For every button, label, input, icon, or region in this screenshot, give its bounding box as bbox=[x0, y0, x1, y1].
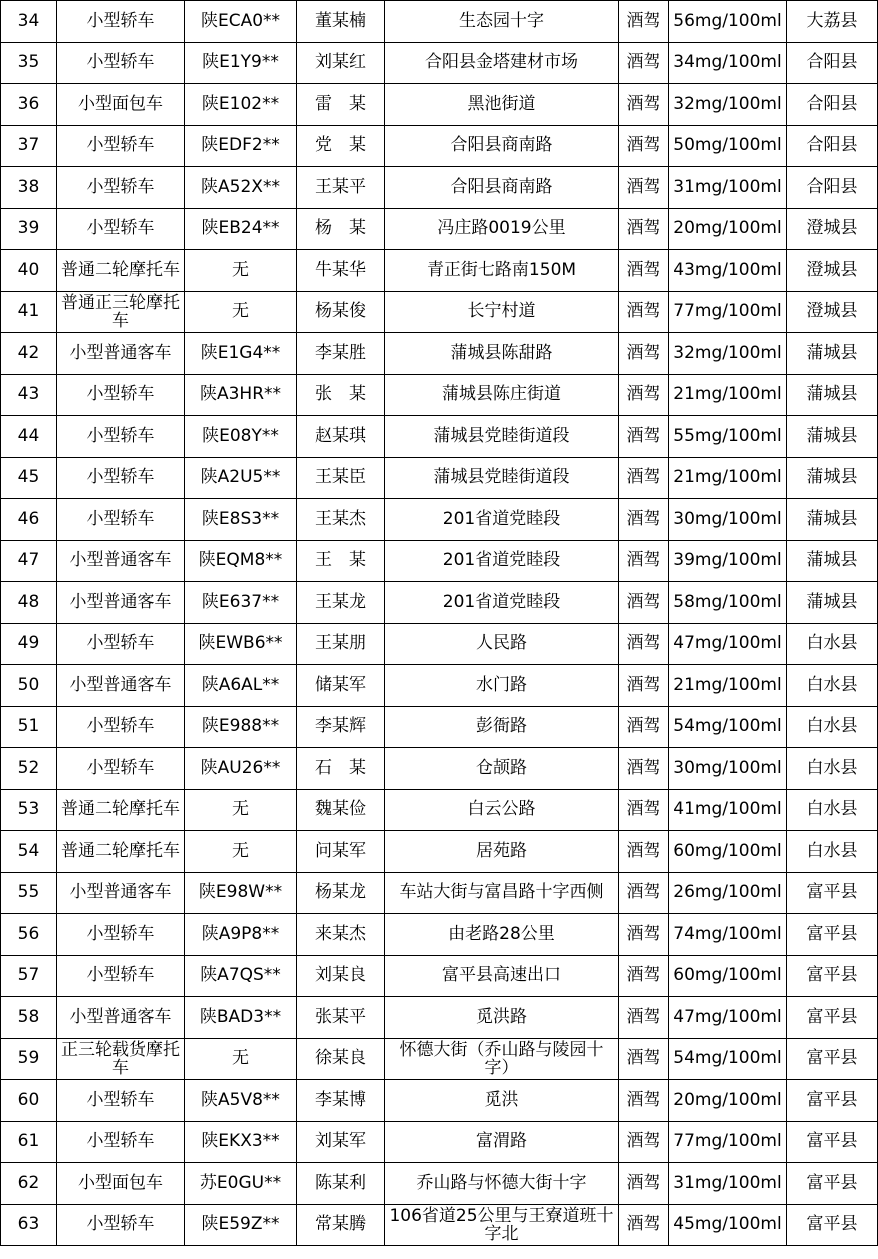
driver-name-cell: 董某楠 bbox=[297, 1, 385, 43]
driver-name-cell: 王某龙 bbox=[297, 582, 385, 624]
violation-cell: 酒驾 bbox=[619, 333, 669, 375]
row-number-cell: 49 bbox=[1, 623, 57, 665]
bac-value-cell: 21mg/100ml bbox=[669, 457, 787, 499]
county-cell: 蒲城县 bbox=[787, 582, 878, 624]
driver-name-cell: 杨某俊 bbox=[297, 291, 385, 333]
driver-name-cell: 王某朋 bbox=[297, 623, 385, 665]
driver-name-cell: 魏某俭 bbox=[297, 789, 385, 831]
county-cell: 富平县 bbox=[787, 1038, 878, 1080]
row-number-cell: 57 bbox=[1, 955, 57, 997]
bac-value-cell: 21mg/100ml bbox=[669, 665, 787, 707]
table-row bbox=[1, 1, 878, 43]
plate-number-cell: 陕A9P8** bbox=[185, 914, 297, 956]
table-row bbox=[1, 748, 878, 790]
driver-name-cell: 王 某 bbox=[297, 540, 385, 582]
location-cell: 生态园十字 bbox=[385, 1, 619, 43]
county-cell: 白水县 bbox=[787, 789, 878, 831]
location-cell: 乔山路与怀德大街十字 bbox=[385, 1163, 619, 1205]
vehicle-type-cell: 小型轿车 bbox=[57, 623, 185, 665]
violation-cell: 酒驾 bbox=[619, 748, 669, 790]
bac-value-cell: 60mg/100ml bbox=[669, 831, 787, 873]
table-row bbox=[1, 333, 878, 375]
plate-number-cell: 陕E988** bbox=[185, 706, 297, 748]
county-cell: 富平县 bbox=[787, 872, 878, 914]
vehicle-type-cell: 小型轿车 bbox=[57, 374, 185, 416]
county-cell: 蒲城县 bbox=[787, 540, 878, 582]
county-cell: 富平县 bbox=[787, 1163, 878, 1205]
vehicle-type-cell: 正三轮载货摩托车 bbox=[57, 1038, 185, 1080]
plate-number-cell: 陕A3HR** bbox=[185, 374, 297, 416]
bac-value-cell: 47mg/100ml bbox=[669, 997, 787, 1039]
plate-number-cell: 陕A2U5** bbox=[185, 457, 297, 499]
row-number-cell: 52 bbox=[1, 748, 57, 790]
plate-number-cell: 陕EQM8** bbox=[185, 540, 297, 582]
plate-number-cell: 陕E59Z** bbox=[185, 1204, 297, 1246]
vehicle-type-cell: 小型普通客车 bbox=[57, 665, 185, 707]
plate-number-cell: 无 bbox=[185, 291, 297, 333]
row-number-cell: 39 bbox=[1, 208, 57, 250]
location-cell: 合阳县商南路 bbox=[385, 167, 619, 209]
location-cell: 106省道25公里与王寮道班十字北 bbox=[385, 1204, 619, 1246]
county-cell: 白水县 bbox=[787, 665, 878, 707]
table-row bbox=[1, 789, 878, 831]
violation-cell: 酒驾 bbox=[619, 167, 669, 209]
driver-name-cell: 雷 某 bbox=[297, 84, 385, 126]
bac-value-cell: 32mg/100ml bbox=[669, 333, 787, 375]
driver-name-cell: 石 某 bbox=[297, 748, 385, 790]
vehicle-type-cell: 普通二轮摩托车 bbox=[57, 831, 185, 873]
bac-value-cell: 43mg/100ml bbox=[669, 250, 787, 292]
plate-number-cell: 陕E98W** bbox=[185, 872, 297, 914]
table-row bbox=[1, 665, 878, 707]
driver-name-cell: 李某胜 bbox=[297, 333, 385, 375]
table-row bbox=[1, 374, 878, 416]
location-cell: 蒲城县陈甜路 bbox=[385, 333, 619, 375]
driver-name-cell: 刘某红 bbox=[297, 42, 385, 84]
vehicle-type-cell: 小型普通客车 bbox=[57, 872, 185, 914]
row-number-cell: 48 bbox=[1, 582, 57, 624]
county-cell: 澄城县 bbox=[787, 208, 878, 250]
bac-value-cell: 45mg/100ml bbox=[669, 1204, 787, 1246]
location-cell: 由老路28公里 bbox=[385, 914, 619, 956]
location-cell: 怀德大街（乔山路与陵园十字） bbox=[385, 1038, 619, 1080]
driver-name-cell: 徐某良 bbox=[297, 1038, 385, 1080]
vehicle-type-cell: 小型轿车 bbox=[57, 914, 185, 956]
vehicle-type-cell: 小型轿车 bbox=[57, 955, 185, 997]
vehicle-type-cell: 小型轿车 bbox=[57, 1121, 185, 1163]
violation-cell: 酒驾 bbox=[619, 42, 669, 84]
county-cell: 白水县 bbox=[787, 748, 878, 790]
row-number-cell: 47 bbox=[1, 540, 57, 582]
violation-cell: 酒驾 bbox=[619, 1121, 669, 1163]
location-cell: 蒲城县党睦街道段 bbox=[385, 457, 619, 499]
location-cell: 人民路 bbox=[385, 623, 619, 665]
vehicle-type-cell: 小型轿车 bbox=[57, 706, 185, 748]
bac-value-cell: 55mg/100ml bbox=[669, 416, 787, 458]
row-number-cell: 62 bbox=[1, 1163, 57, 1205]
county-cell: 富平县 bbox=[787, 997, 878, 1039]
table-row bbox=[1, 291, 878, 333]
county-cell: 蒲城县 bbox=[787, 333, 878, 375]
plate-number-cell: 陕EB24** bbox=[185, 208, 297, 250]
table-row bbox=[1, 1163, 878, 1205]
county-cell: 合阳县 bbox=[787, 167, 878, 209]
location-cell: 水门路 bbox=[385, 665, 619, 707]
violation-cell: 酒驾 bbox=[619, 831, 669, 873]
row-number-cell: 34 bbox=[1, 1, 57, 43]
driver-name-cell: 储某军 bbox=[297, 665, 385, 707]
violation-cell: 酒驾 bbox=[619, 872, 669, 914]
table-body bbox=[1, 1, 878, 1246]
vehicle-type-cell: 小型面包车 bbox=[57, 1163, 185, 1205]
driver-name-cell: 赵某琪 bbox=[297, 416, 385, 458]
table-row bbox=[1, 623, 878, 665]
vehicle-type-cell: 小型轿车 bbox=[57, 1204, 185, 1246]
county-cell: 白水县 bbox=[787, 831, 878, 873]
county-cell: 蒲城县 bbox=[787, 499, 878, 541]
table-row bbox=[1, 540, 878, 582]
vehicle-type-cell: 普通正三轮摩托车 bbox=[57, 291, 185, 333]
row-number-cell: 43 bbox=[1, 374, 57, 416]
plate-number-cell: 无 bbox=[185, 250, 297, 292]
driver-name-cell: 刘某军 bbox=[297, 1121, 385, 1163]
violation-cell: 酒驾 bbox=[619, 291, 669, 333]
table-row bbox=[1, 457, 878, 499]
vehicle-type-cell: 小型轿车 bbox=[57, 457, 185, 499]
county-cell: 富平县 bbox=[787, 1080, 878, 1122]
row-number-cell: 53 bbox=[1, 789, 57, 831]
plate-number-cell: 陕E1G4** bbox=[185, 333, 297, 375]
county-cell: 合阳县 bbox=[787, 42, 878, 84]
table-row bbox=[1, 955, 878, 997]
driver-name-cell: 来某杰 bbox=[297, 914, 385, 956]
violation-cell: 酒驾 bbox=[619, 208, 669, 250]
plate-number-cell: 苏E0GU** bbox=[185, 1163, 297, 1205]
row-number-cell: 54 bbox=[1, 831, 57, 873]
vehicle-type-cell: 小型轿车 bbox=[57, 1, 185, 43]
plate-number-cell: 陕EKX3** bbox=[185, 1121, 297, 1163]
location-cell: 201省道党睦段 bbox=[385, 582, 619, 624]
bac-value-cell: 26mg/100ml bbox=[669, 872, 787, 914]
plate-number-cell: 陕E08Y** bbox=[185, 416, 297, 458]
violation-cell: 酒驾 bbox=[619, 250, 669, 292]
plate-number-cell: 无 bbox=[185, 1038, 297, 1080]
county-cell: 白水县 bbox=[787, 623, 878, 665]
table-row bbox=[1, 167, 878, 209]
bac-value-cell: 30mg/100ml bbox=[669, 499, 787, 541]
location-cell: 合阳县商南路 bbox=[385, 125, 619, 167]
bac-value-cell: 74mg/100ml bbox=[669, 914, 787, 956]
driver-name-cell: 王某平 bbox=[297, 167, 385, 209]
driver-name-cell: 王某杰 bbox=[297, 499, 385, 541]
plate-number-cell: 陕E102** bbox=[185, 84, 297, 126]
violation-cell: 酒驾 bbox=[619, 416, 669, 458]
county-cell: 富平县 bbox=[787, 914, 878, 956]
plate-number-cell: 陕A52X** bbox=[185, 167, 297, 209]
vehicle-type-cell: 普通二轮摩托车 bbox=[57, 250, 185, 292]
location-cell: 蒲城县陈庄街道 bbox=[385, 374, 619, 416]
location-cell: 车站大街与富昌路十字西侧 bbox=[385, 872, 619, 914]
violation-cell: 酒驾 bbox=[619, 1080, 669, 1122]
plate-number-cell: 陕EWB6** bbox=[185, 623, 297, 665]
driver-name-cell: 王某臣 bbox=[297, 457, 385, 499]
vehicle-type-cell: 小型轿车 bbox=[57, 1080, 185, 1122]
row-number-cell: 60 bbox=[1, 1080, 57, 1122]
table-row bbox=[1, 872, 878, 914]
location-cell: 蒲城县党睦街道段 bbox=[385, 416, 619, 458]
driver-name-cell: 杨 某 bbox=[297, 208, 385, 250]
row-number-cell: 56 bbox=[1, 914, 57, 956]
row-number-cell: 50 bbox=[1, 665, 57, 707]
table-row bbox=[1, 582, 878, 624]
bac-value-cell: 77mg/100ml bbox=[669, 1121, 787, 1163]
row-number-cell: 51 bbox=[1, 706, 57, 748]
violation-cell: 酒驾 bbox=[619, 582, 669, 624]
row-number-cell: 42 bbox=[1, 333, 57, 375]
vehicle-type-cell: 小型轿车 bbox=[57, 748, 185, 790]
violation-cell: 酒驾 bbox=[619, 914, 669, 956]
bac-value-cell: 20mg/100ml bbox=[669, 1080, 787, 1122]
plate-number-cell: 陕EDF2** bbox=[185, 125, 297, 167]
violation-cell: 酒驾 bbox=[619, 1163, 669, 1205]
bac-value-cell: 21mg/100ml bbox=[669, 374, 787, 416]
row-number-cell: 59 bbox=[1, 1038, 57, 1080]
bac-value-cell: 56mg/100ml bbox=[669, 1, 787, 43]
table-row bbox=[1, 1204, 878, 1246]
bac-value-cell: 39mg/100ml bbox=[669, 540, 787, 582]
location-cell: 青正街七路南150M bbox=[385, 250, 619, 292]
violation-cell: 酒驾 bbox=[619, 457, 669, 499]
violation-cell: 酒驾 bbox=[619, 1, 669, 43]
row-number-cell: 38 bbox=[1, 167, 57, 209]
table-row bbox=[1, 914, 878, 956]
county-cell: 富平县 bbox=[787, 1204, 878, 1246]
vehicle-type-cell: 小型面包车 bbox=[57, 84, 185, 126]
bac-value-cell: 31mg/100ml bbox=[669, 1163, 787, 1205]
row-number-cell: 44 bbox=[1, 416, 57, 458]
violation-cell: 酒驾 bbox=[619, 84, 669, 126]
vehicle-type-cell: 小型普通客车 bbox=[57, 582, 185, 624]
violation-cell: 酒驾 bbox=[619, 499, 669, 541]
violation-cell: 酒驾 bbox=[619, 623, 669, 665]
bac-value-cell: 41mg/100ml bbox=[669, 789, 787, 831]
driver-name-cell: 杨某龙 bbox=[297, 872, 385, 914]
violation-cell: 酒驾 bbox=[619, 374, 669, 416]
table-row bbox=[1, 1121, 878, 1163]
table-row bbox=[1, 831, 878, 873]
plate-number-cell: 陕A7QS** bbox=[185, 955, 297, 997]
violation-cell: 酒驾 bbox=[619, 997, 669, 1039]
plate-number-cell: 陕AU26** bbox=[185, 748, 297, 790]
location-cell: 富平县高速出口 bbox=[385, 955, 619, 997]
bac-value-cell: 31mg/100ml bbox=[669, 167, 787, 209]
row-number-cell: 37 bbox=[1, 125, 57, 167]
row-number-cell: 35 bbox=[1, 42, 57, 84]
row-number-cell: 63 bbox=[1, 1204, 57, 1246]
bac-value-cell: 60mg/100ml bbox=[669, 955, 787, 997]
row-number-cell: 46 bbox=[1, 499, 57, 541]
location-cell: 白云公路 bbox=[385, 789, 619, 831]
county-cell: 蒲城县 bbox=[787, 416, 878, 458]
driver-name-cell: 李某辉 bbox=[297, 706, 385, 748]
row-number-cell: 58 bbox=[1, 997, 57, 1039]
driver-name-cell: 刘某良 bbox=[297, 955, 385, 997]
driver-name-cell: 牛某华 bbox=[297, 250, 385, 292]
vehicle-type-cell: 小型轿车 bbox=[57, 42, 185, 84]
table-row bbox=[1, 84, 878, 126]
table-row bbox=[1, 42, 878, 84]
location-cell: 仓颉路 bbox=[385, 748, 619, 790]
county-cell: 蒲城县 bbox=[787, 374, 878, 416]
location-cell: 觅洪路 bbox=[385, 997, 619, 1039]
row-number-cell: 41 bbox=[1, 291, 57, 333]
driver-name-cell: 陈某利 bbox=[297, 1163, 385, 1205]
table-row bbox=[1, 250, 878, 292]
row-number-cell: 40 bbox=[1, 250, 57, 292]
row-number-cell: 36 bbox=[1, 84, 57, 126]
county-cell: 蒲城县 bbox=[787, 457, 878, 499]
county-cell: 合阳县 bbox=[787, 84, 878, 126]
violation-cell: 酒驾 bbox=[619, 125, 669, 167]
vehicle-type-cell: 小型轿车 bbox=[57, 416, 185, 458]
location-cell: 觅洪 bbox=[385, 1080, 619, 1122]
row-number-cell: 55 bbox=[1, 872, 57, 914]
violation-cell: 酒驾 bbox=[619, 540, 669, 582]
violation-cell: 酒驾 bbox=[619, 789, 669, 831]
vehicle-type-cell: 小型轿车 bbox=[57, 125, 185, 167]
plate-number-cell: 陕A5V8** bbox=[185, 1080, 297, 1122]
bac-value-cell: 30mg/100ml bbox=[669, 748, 787, 790]
driver-name-cell: 党 某 bbox=[297, 125, 385, 167]
bac-value-cell: 54mg/100ml bbox=[669, 1038, 787, 1080]
vehicle-type-cell: 小型普通客车 bbox=[57, 997, 185, 1039]
row-number-cell: 61 bbox=[1, 1121, 57, 1163]
location-cell: 富渭路 bbox=[385, 1121, 619, 1163]
vehicle-type-cell: 小型普通客车 bbox=[57, 333, 185, 375]
table-row bbox=[1, 1038, 878, 1080]
driver-name-cell: 问某军 bbox=[297, 831, 385, 873]
driver-name-cell: 李某博 bbox=[297, 1080, 385, 1122]
table-row bbox=[1, 499, 878, 541]
driver-name-cell: 张某平 bbox=[297, 997, 385, 1039]
driver-name-cell: 张 某 bbox=[297, 374, 385, 416]
bac-value-cell: 77mg/100ml bbox=[669, 291, 787, 333]
table-row bbox=[1, 997, 878, 1039]
violation-cell: 酒驾 bbox=[619, 1038, 669, 1080]
bac-value-cell: 47mg/100ml bbox=[669, 623, 787, 665]
vehicle-type-cell: 小型轿车 bbox=[57, 499, 185, 541]
location-cell: 合阳县金塔建材市场 bbox=[385, 42, 619, 84]
violation-cell: 酒驾 bbox=[619, 955, 669, 997]
row-number-cell: 45 bbox=[1, 457, 57, 499]
plate-number-cell: 无 bbox=[185, 831, 297, 873]
bac-value-cell: 58mg/100ml bbox=[669, 582, 787, 624]
location-cell: 长宁村道 bbox=[385, 291, 619, 333]
location-cell: 201省道党睦段 bbox=[385, 540, 619, 582]
plate-number-cell: 陕E637** bbox=[185, 582, 297, 624]
location-cell: 彭衙路 bbox=[385, 706, 619, 748]
vehicle-type-cell: 小型轿车 bbox=[57, 167, 185, 209]
location-cell: 黑池街道 bbox=[385, 84, 619, 126]
table-row bbox=[1, 125, 878, 167]
plate-number-cell: 陕ECA0** bbox=[185, 1, 297, 43]
plate-number-cell: 陕BAD3** bbox=[185, 997, 297, 1039]
table-row bbox=[1, 706, 878, 748]
plate-number-cell: 无 bbox=[185, 789, 297, 831]
location-cell: 冯庄路0019公里 bbox=[385, 208, 619, 250]
county-cell: 大荔县 bbox=[787, 1, 878, 43]
bac-value-cell: 32mg/100ml bbox=[669, 84, 787, 126]
location-cell: 201省道党睦段 bbox=[385, 499, 619, 541]
bac-value-cell: 20mg/100ml bbox=[669, 208, 787, 250]
table-row bbox=[1, 416, 878, 458]
vehicle-type-cell: 普通二轮摩托车 bbox=[57, 789, 185, 831]
driver-name-cell: 常某腾 bbox=[297, 1204, 385, 1246]
violation-cell: 酒驾 bbox=[619, 706, 669, 748]
table-row bbox=[1, 1080, 878, 1122]
vehicle-type-cell: 小型轿车 bbox=[57, 208, 185, 250]
bac-value-cell: 34mg/100ml bbox=[669, 42, 787, 84]
plate-number-cell: 陕E8S3** bbox=[185, 499, 297, 541]
county-cell: 合阳县 bbox=[787, 125, 878, 167]
table-row bbox=[1, 208, 878, 250]
county-cell: 白水县 bbox=[787, 706, 878, 748]
vehicle-type-cell: 小型普通客车 bbox=[57, 540, 185, 582]
bac-value-cell: 50mg/100ml bbox=[669, 125, 787, 167]
county-cell: 富平县 bbox=[787, 1121, 878, 1163]
plate-number-cell: 陕E1Y9** bbox=[185, 42, 297, 84]
bac-value-cell: 54mg/100ml bbox=[669, 706, 787, 748]
violation-cell: 酒驾 bbox=[619, 665, 669, 707]
county-cell: 富平县 bbox=[787, 955, 878, 997]
county-cell: 澄城县 bbox=[787, 291, 878, 333]
plate-number-cell: 陕A6AL** bbox=[185, 665, 297, 707]
county-cell: 澄城县 bbox=[787, 250, 878, 292]
location-cell: 居苑路 bbox=[385, 831, 619, 873]
violation-cell: 酒驾 bbox=[619, 1204, 669, 1246]
